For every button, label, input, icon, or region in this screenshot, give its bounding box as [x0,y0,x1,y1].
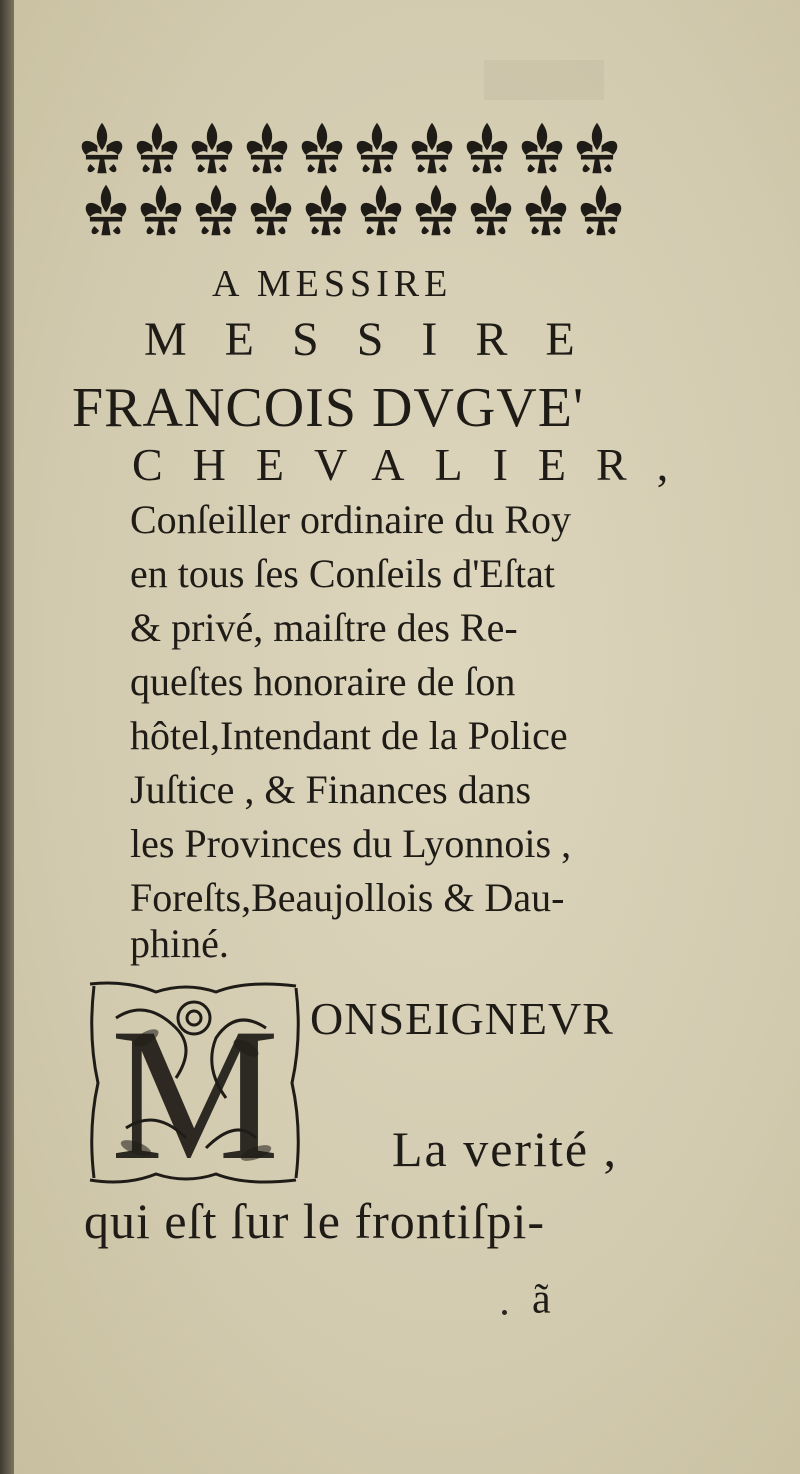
fleur-de-lis-icon [361,185,402,236]
dedication-header: A MESSIRE [212,263,453,305]
fleur-de-lis-icon [412,123,453,174]
book-spine-shadow [0,0,14,1474]
show-through-mark [484,60,604,100]
fleur-de-lis-icon [467,123,508,174]
decorated-initial-m-icon [86,978,304,1188]
body-line: Foreſts,Beaujollois & Dau- [130,875,565,920]
fleur-de-lis-icon [82,123,123,174]
body-line: queſtes honoraire de ſon [130,659,516,704]
fleur-de-lis-icon [522,123,563,174]
fleur-de-lis-icon [247,123,288,174]
body-line: & privé, maiſtre des Re- [130,605,518,650]
dedicatee-name: FRANCOIS DVGVE' [72,377,585,439]
text-line: La verité , [392,1121,619,1177]
fleur-de-lis-icon [306,185,347,236]
catchword: ã [532,1277,551,1323]
fleur-de-lis-icon [302,123,343,174]
dedication-title: MESSIRE [144,313,613,366]
fleur-de-lis-icon [196,185,237,236]
body-line: Conſeiller ordinaire du Roy [130,497,572,542]
fleur-de-lis-icon [471,185,512,236]
fleur-de-lis-icon [526,185,567,236]
fleur-de-lis-icon [577,123,618,174]
body-line: en tous ſes Conſeils d'Eſtat [130,551,555,596]
fleur-de-lis-icon [251,185,292,236]
fleur-de-lis-ornament-top [14,118,800,178]
body-line: les Provinces du Lyonnois , [130,821,572,866]
fleur-de-lis-icon [357,123,398,174]
fleur-de-lis-icon [137,123,178,174]
print-speck [502,1310,507,1315]
text-line: qui eſt ſur le frontiſpi- [84,1193,546,1249]
fleur-de-lis-icon [581,185,622,236]
salutation: ONSEIGNEVR [310,993,614,1044]
body-line: hôtel,Intendant de la Police [130,713,568,758]
dedicatee-rank: CHEVALIER, [132,439,699,490]
body-line: Juſtice , & Finances dans [130,767,532,812]
dropcap-letter: M [110,990,280,1188]
fleur-de-lis-ornament-bottom [14,180,800,240]
body-line: phiné. [130,921,229,966]
fleur-de-lis-icon [416,185,457,236]
fleur-de-lis-icon [86,185,127,236]
fleur-de-lis-icon [192,123,233,174]
book-page [14,0,800,1474]
fleur-de-lis-icon [141,185,182,236]
